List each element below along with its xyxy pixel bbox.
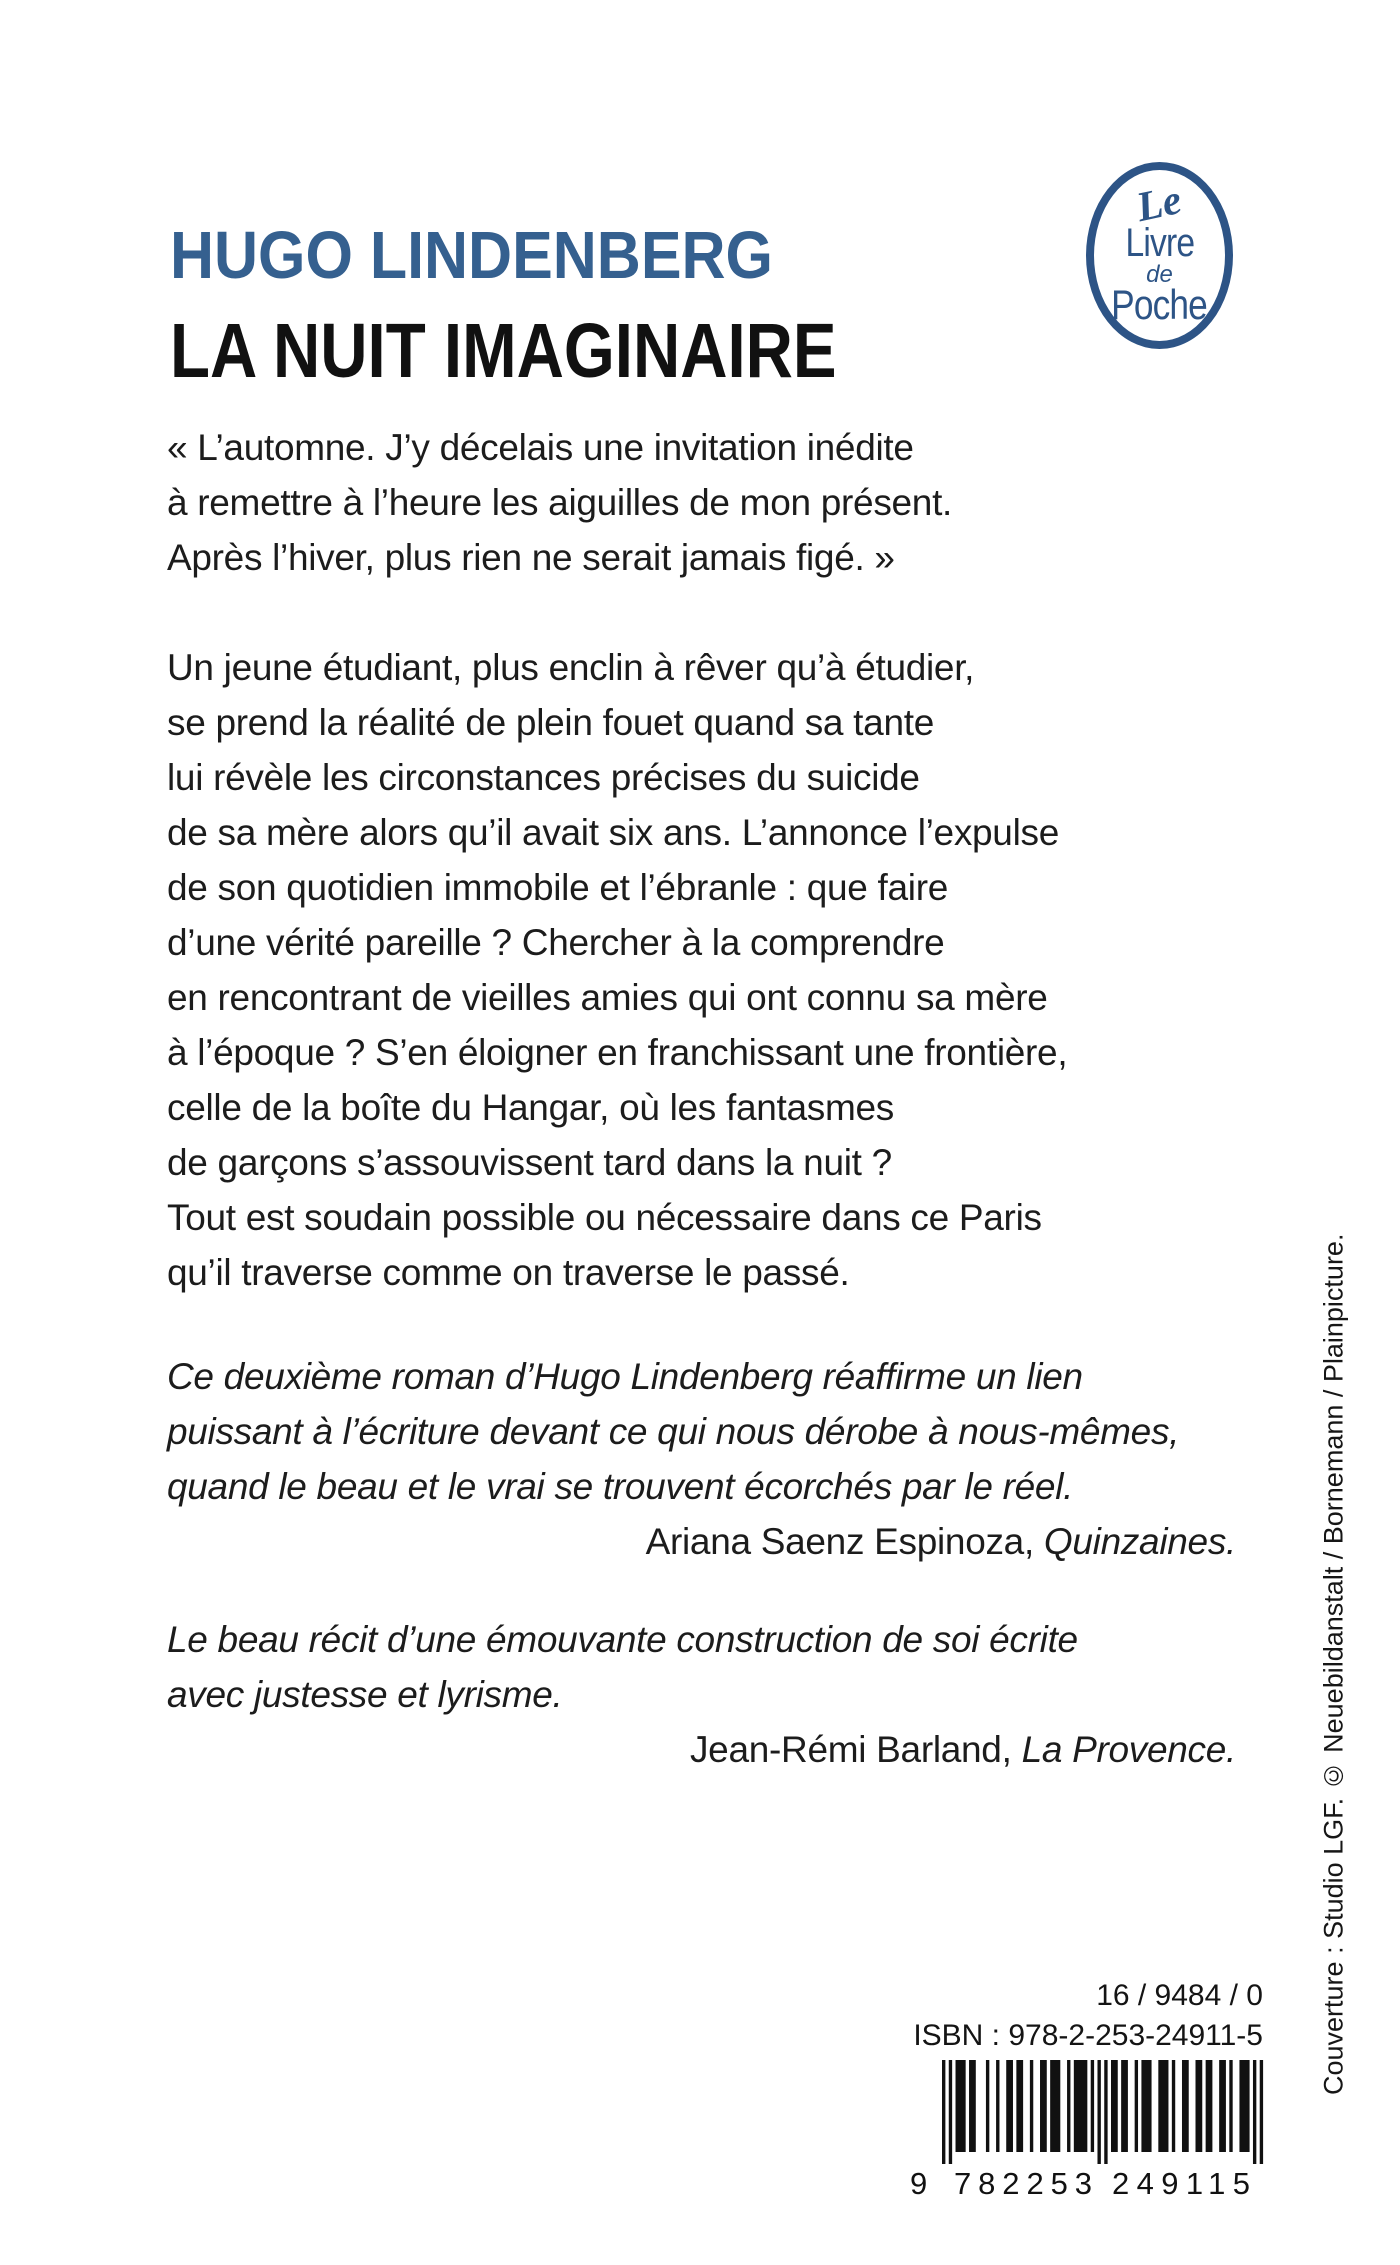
book-title-text: LA NUIT IMAGINAIRE xyxy=(170,307,837,394)
synopsis-line: à l’époque ? S’en éloigner en franchissant une frontière, xyxy=(167,1032,1068,1073)
barcode-digit-first: 9 xyxy=(910,2166,928,2198)
quote-line: à remettre à l’heure les aiguilles de mon présent. xyxy=(167,482,953,523)
synopsis-line: celle de la boîte du Hangar, où les fantasmes xyxy=(167,1087,894,1128)
review-attribution xyxy=(167,1514,1240,1569)
reviewer-name: Ariana Saenz Espinoza, xyxy=(645,1521,1044,1562)
cover-credits xyxy=(1316,1233,1352,2095)
review-line: quand le beau et le vrai se trouvent écorchés par le réel. xyxy=(167,1466,1074,1507)
isbn-number: ISBN : 978-2-253-24911-5 xyxy=(913,2019,1263,2052)
logo-word-poche: Poche xyxy=(1111,281,1208,329)
review-source: La Provence. xyxy=(1021,1729,1236,1770)
publisher-logo xyxy=(1086,162,1233,349)
synopsis-line: d’une vérité pareille ? Chercher à la comprendre xyxy=(167,922,945,963)
barcode-digits-right: 249115 xyxy=(1112,2166,1250,2198)
synopsis-line: de garçons s’assouvissent tard dans la nuit ? xyxy=(167,1142,892,1183)
excerpt-quote xyxy=(167,420,1240,585)
quote-line: « L’automne. J’y décelais une invitation inédite xyxy=(167,427,914,468)
cover-credits-text: Couverture : Studio LGF. © Neuebildanstalt / Bornemann / Plainpicture. xyxy=(1318,1233,1349,2095)
synopsis-line: de sa mère alors qu’il avait six ans. L’annonce l’expulse xyxy=(167,812,1059,853)
review-attribution xyxy=(167,1722,1240,1777)
review-line: avec justesse et lyrisme. xyxy=(167,1674,563,1715)
quote-line: Après l’hiver, plus rien ne serait jamais figé. » xyxy=(167,537,895,578)
review-line: puissant à l’écriture devant ce qui nous dérobe à nous-mêmes, xyxy=(167,1411,1180,1452)
synopsis-line: se prend la réalité de plein fouet quand sa tante xyxy=(167,702,934,743)
print-info xyxy=(913,1976,1263,2056)
barcode-bars xyxy=(942,2060,1263,2164)
author-name xyxy=(170,217,833,293)
synopsis-line: en rencontrant de vieilles amies qui ont connu sa mère xyxy=(167,977,1048,1018)
synopsis xyxy=(167,640,1240,1300)
review-line: Ce deuxième roman d’Hugo Lindenberg réaffirme un lien xyxy=(167,1356,1083,1397)
barcode-digits-left: 782253 xyxy=(954,2166,1092,2198)
reviewer-name: Jean-Rémi Barland, xyxy=(689,1729,1022,1770)
synopsis-line: qu’il traverse comme on traverse le passé. xyxy=(167,1252,850,1293)
ean13-barcode xyxy=(898,2058,1268,2198)
edition-code: 16 / 9484 / 0 xyxy=(1096,1979,1263,2012)
logo-word-le: Le xyxy=(1132,176,1186,232)
synopsis-line: lui révèle les circonstances précises du suicide xyxy=(167,757,920,798)
logo-word-de: de xyxy=(1146,260,1173,288)
book-title xyxy=(170,307,954,394)
review-line: Le beau récit d’une émouvante construction de soi écrite xyxy=(167,1619,1078,1660)
press-review-quinzaines xyxy=(167,1349,1240,1569)
logo-word-livre: Livre xyxy=(1125,220,1194,265)
synopsis-line: Tout est soudain possible ou nécessaire dans ce Paris xyxy=(167,1197,1042,1238)
review-source: Quinzaines. xyxy=(1043,1521,1236,1562)
synopsis-line: de son quotidien immobile et l’ébranle : que faire xyxy=(167,867,948,908)
synopsis-line: Un jeune étudiant, plus enclin à rêver qu’à étudier, xyxy=(167,647,975,688)
press-review-la-provence xyxy=(167,1612,1240,1777)
author-name-text: HUGO LINDENBERG xyxy=(170,217,773,293)
